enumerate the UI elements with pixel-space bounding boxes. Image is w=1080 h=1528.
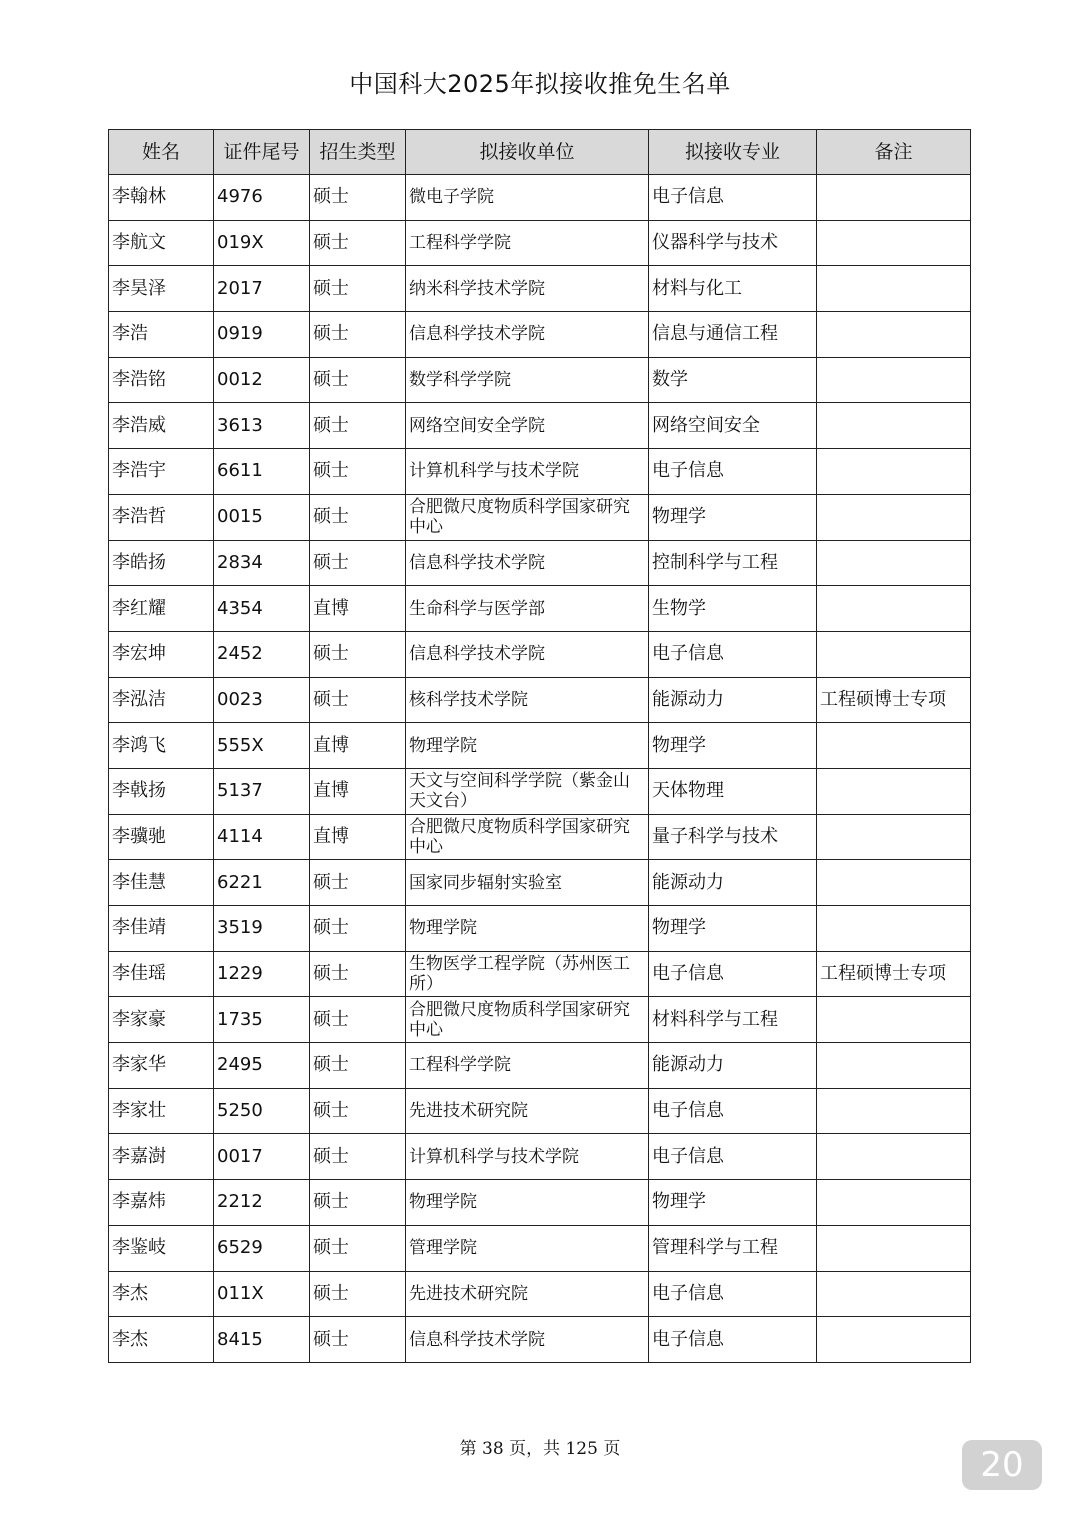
cell-enroll-type: 硕士 bbox=[310, 1088, 406, 1134]
header-unit: 拟接收单位 bbox=[406, 130, 649, 175]
admission-table bbox=[108, 129, 971, 1363]
cell-major: 物理学 bbox=[649, 494, 817, 540]
cell-name: 李骥驰 bbox=[109, 814, 214, 860]
cell-id-suffix: 0919 bbox=[214, 312, 310, 358]
cell-enroll-type: 直博 bbox=[310, 723, 406, 769]
header-name: 姓名 bbox=[109, 130, 214, 175]
header-id-suffix: 证件尾号 bbox=[214, 130, 310, 175]
cell-name: 李鉴岐 bbox=[109, 1225, 214, 1271]
cell-enroll-type: 硕士 bbox=[310, 449, 406, 495]
cell-remark bbox=[817, 814, 971, 860]
cell-major: 生物学 bbox=[649, 586, 817, 632]
cell-id-suffix: 8415 bbox=[214, 1317, 310, 1363]
cell-name: 李鸿飞 bbox=[109, 723, 214, 769]
cell-enroll-type: 硕士 bbox=[310, 266, 406, 312]
table-row bbox=[109, 768, 971, 814]
cell-major: 物理学 bbox=[649, 723, 817, 769]
cell-name: 李航文 bbox=[109, 220, 214, 266]
page-footer: 第 38 页，共 125 页 bbox=[459, 1439, 621, 1459]
cell-unit: 数学科学学院 bbox=[406, 357, 649, 403]
cell-enroll-type: 硕士 bbox=[310, 1225, 406, 1271]
table-row bbox=[109, 175, 971, 221]
cell-name: 李杰 bbox=[109, 1271, 214, 1317]
table-row bbox=[109, 723, 971, 769]
table-row bbox=[109, 357, 971, 403]
cell-id-suffix: 4354 bbox=[214, 586, 310, 632]
cell-major: 电子信息 bbox=[649, 175, 817, 221]
cell-enroll-type: 硕士 bbox=[310, 631, 406, 677]
cell-remark bbox=[817, 768, 971, 814]
cell-remark bbox=[817, 449, 971, 495]
table-row bbox=[109, 677, 971, 723]
table-row bbox=[109, 494, 971, 540]
table-row bbox=[109, 266, 971, 312]
table-row bbox=[109, 951, 971, 997]
cell-id-suffix: 2017 bbox=[214, 266, 310, 312]
cell-remark bbox=[817, 1271, 971, 1317]
table-row bbox=[109, 814, 971, 860]
cell-major: 物理学 bbox=[649, 906, 817, 952]
cell-remark bbox=[817, 586, 971, 632]
cell-id-suffix: 0012 bbox=[214, 357, 310, 403]
table-row bbox=[109, 449, 971, 495]
cell-id-suffix: 1735 bbox=[214, 997, 310, 1043]
document-title: 中国科大2025年拟接收推免生名单 bbox=[349, 70, 731, 98]
table-row bbox=[109, 1225, 971, 1271]
cell-unit: 计算机科学与技术学院 bbox=[406, 1134, 649, 1180]
cell-enroll-type: 硕士 bbox=[310, 1134, 406, 1180]
cell-remark bbox=[817, 175, 971, 221]
cell-enroll-type: 硕士 bbox=[310, 951, 406, 997]
cell-enroll-type: 硕士 bbox=[310, 540, 406, 586]
cell-major: 电子信息 bbox=[649, 951, 817, 997]
cell-id-suffix: 2834 bbox=[214, 540, 310, 586]
header-major: 拟接收专业 bbox=[649, 130, 817, 175]
header-remark: 备注 bbox=[817, 130, 971, 175]
cell-major: 能源动力 bbox=[649, 1043, 817, 1089]
cell-unit: 信息科学技术学院 bbox=[406, 540, 649, 586]
cell-id-suffix: 019X bbox=[214, 220, 310, 266]
cell-name: 李浩铭 bbox=[109, 357, 214, 403]
cell-name: 李嘉炜 bbox=[109, 1180, 214, 1226]
cell-unit: 管理学院 bbox=[406, 1225, 649, 1271]
cell-id-suffix: 5137 bbox=[214, 768, 310, 814]
cell-id-suffix: 4976 bbox=[214, 175, 310, 221]
cell-unit: 天文与空间科学学院（紫金山天文台） bbox=[406, 768, 649, 814]
cell-id-suffix: 3519 bbox=[214, 906, 310, 952]
cell-enroll-type: 硕士 bbox=[310, 997, 406, 1043]
cell-remark bbox=[817, 906, 971, 952]
cell-id-suffix: 1229 bbox=[214, 951, 310, 997]
cell-unit: 工程科学学院 bbox=[406, 220, 649, 266]
cell-id-suffix: 2495 bbox=[214, 1043, 310, 1089]
cell-major: 材料科学与工程 bbox=[649, 997, 817, 1043]
cell-id-suffix: 2452 bbox=[214, 631, 310, 677]
cell-major: 控制科学与工程 bbox=[649, 540, 817, 586]
cell-name: 李家豪 bbox=[109, 997, 214, 1043]
cell-remark bbox=[817, 266, 971, 312]
cell-name: 李佳慧 bbox=[109, 860, 214, 906]
cell-name: 李宏坤 bbox=[109, 631, 214, 677]
cell-major: 电子信息 bbox=[649, 449, 817, 495]
cell-unit: 国家同步辐射实验室 bbox=[406, 860, 649, 906]
table-row bbox=[109, 312, 971, 358]
table-row bbox=[109, 540, 971, 586]
header-enroll-type: 招生类型 bbox=[310, 130, 406, 175]
cell-id-suffix: 4114 bbox=[214, 814, 310, 860]
cell-remark: 工程硕博士专项 bbox=[817, 677, 971, 723]
cell-id-suffix: 2212 bbox=[214, 1180, 310, 1226]
table-row bbox=[109, 1271, 971, 1317]
cell-major: 电子信息 bbox=[649, 1088, 817, 1134]
cell-major: 材料与化工 bbox=[649, 266, 817, 312]
cell-major: 网络空间安全 bbox=[649, 403, 817, 449]
cell-remark bbox=[817, 1088, 971, 1134]
cell-enroll-type: 硕士 bbox=[310, 403, 406, 449]
cell-remark bbox=[817, 357, 971, 403]
cell-unit: 合肥微尺度物质科学国家研究中心 bbox=[406, 997, 649, 1043]
cell-major: 电子信息 bbox=[649, 631, 817, 677]
cell-enroll-type: 直博 bbox=[310, 814, 406, 860]
cell-major: 管理科学与工程 bbox=[649, 1225, 817, 1271]
table-row bbox=[109, 1134, 971, 1180]
cell-remark: 工程硕博士专项 bbox=[817, 951, 971, 997]
cell-unit: 生物医学工程学院（苏州医工所） bbox=[406, 951, 649, 997]
cell-major: 量子科学与技术 bbox=[649, 814, 817, 860]
cell-unit: 核科学技术学院 bbox=[406, 677, 649, 723]
table-row bbox=[109, 906, 971, 952]
cell-enroll-type: 硕士 bbox=[310, 175, 406, 221]
cell-id-suffix: 6611 bbox=[214, 449, 310, 495]
table-row bbox=[109, 220, 971, 266]
cell-id-suffix: 3613 bbox=[214, 403, 310, 449]
cell-unit: 工程科学学院 bbox=[406, 1043, 649, 1089]
cell-enroll-type: 硕士 bbox=[310, 220, 406, 266]
cell-name: 李翰林 bbox=[109, 175, 214, 221]
cell-name: 李昊泽 bbox=[109, 266, 214, 312]
cell-enroll-type: 直博 bbox=[310, 586, 406, 632]
cell-name: 李皓扬 bbox=[109, 540, 214, 586]
table-body bbox=[109, 175, 971, 1363]
cell-name: 李家壮 bbox=[109, 1088, 214, 1134]
cell-enroll-type: 硕士 bbox=[310, 1271, 406, 1317]
cell-remark bbox=[817, 1225, 971, 1271]
cell-enroll-type: 硕士 bbox=[310, 677, 406, 723]
cell-major: 信息与通信工程 bbox=[649, 312, 817, 358]
cell-major: 电子信息 bbox=[649, 1134, 817, 1180]
cell-unit: 合肥微尺度物质科学国家研究中心 bbox=[406, 494, 649, 540]
cell-id-suffix: 5250 bbox=[214, 1088, 310, 1134]
cell-unit: 生命科学与医学部 bbox=[406, 586, 649, 632]
cell-remark bbox=[817, 723, 971, 769]
cell-unit: 物理学院 bbox=[406, 906, 649, 952]
cell-remark bbox=[817, 540, 971, 586]
table-row bbox=[109, 1043, 971, 1089]
cell-remark bbox=[817, 1317, 971, 1363]
page-number-badge: 20 bbox=[962, 1440, 1042, 1490]
cell-enroll-type: 硕士 bbox=[310, 1043, 406, 1089]
cell-unit: 网络空间安全学院 bbox=[406, 403, 649, 449]
table-row bbox=[109, 631, 971, 677]
cell-id-suffix: 011X bbox=[214, 1271, 310, 1317]
cell-name: 李戟扬 bbox=[109, 768, 214, 814]
cell-major: 能源动力 bbox=[649, 860, 817, 906]
table-row bbox=[109, 1088, 971, 1134]
cell-unit: 物理学院 bbox=[406, 1180, 649, 1226]
cell-enroll-type: 硕士 bbox=[310, 312, 406, 358]
cell-major: 能源动力 bbox=[649, 677, 817, 723]
cell-name: 李浩哲 bbox=[109, 494, 214, 540]
cell-enroll-type: 硕士 bbox=[310, 1180, 406, 1226]
cell-remark bbox=[817, 1180, 971, 1226]
cell-id-suffix: 0015 bbox=[214, 494, 310, 540]
cell-name: 李浩 bbox=[109, 312, 214, 358]
cell-unit: 信息科学技术学院 bbox=[406, 312, 649, 358]
cell-major: 电子信息 bbox=[649, 1317, 817, 1363]
table-row bbox=[109, 1317, 971, 1363]
cell-remark bbox=[817, 312, 971, 358]
cell-name: 李佳靖 bbox=[109, 906, 214, 952]
cell-major: 天体物理 bbox=[649, 768, 817, 814]
cell-name: 李红耀 bbox=[109, 586, 214, 632]
cell-name: 李家华 bbox=[109, 1043, 214, 1089]
cell-unit: 合肥微尺度物质科学国家研究中心 bbox=[406, 814, 649, 860]
cell-unit: 计算机科学与技术学院 bbox=[406, 449, 649, 495]
cell-major: 仪器科学与技术 bbox=[649, 220, 817, 266]
cell-enroll-type: 硕士 bbox=[310, 1317, 406, 1363]
cell-id-suffix: 0017 bbox=[214, 1134, 310, 1180]
table-row bbox=[109, 860, 971, 906]
cell-id-suffix: 0023 bbox=[214, 677, 310, 723]
table-row bbox=[109, 997, 971, 1043]
cell-name: 李浩威 bbox=[109, 403, 214, 449]
cell-enroll-type: 硕士 bbox=[310, 860, 406, 906]
cell-major: 数学 bbox=[649, 357, 817, 403]
cell-name: 李浩宇 bbox=[109, 449, 214, 495]
cell-name: 李杰 bbox=[109, 1317, 214, 1363]
cell-unit: 信息科学技术学院 bbox=[406, 1317, 649, 1363]
table-header-row bbox=[109, 130, 971, 175]
cell-unit: 纳米科学技术学院 bbox=[406, 266, 649, 312]
cell-unit: 信息科学技术学院 bbox=[406, 631, 649, 677]
cell-remark bbox=[817, 860, 971, 906]
cell-major: 物理学 bbox=[649, 1180, 817, 1226]
cell-remark bbox=[817, 494, 971, 540]
cell-remark bbox=[817, 220, 971, 266]
cell-enroll-type: 硕士 bbox=[310, 357, 406, 403]
cell-unit: 先进技术研究院 bbox=[406, 1088, 649, 1134]
cell-id-suffix: 555X bbox=[214, 723, 310, 769]
cell-remark bbox=[817, 997, 971, 1043]
cell-name: 李嘉澍 bbox=[109, 1134, 214, 1180]
cell-unit: 微电子学院 bbox=[406, 175, 649, 221]
cell-name: 李泓洁 bbox=[109, 677, 214, 723]
cell-enroll-type: 直博 bbox=[310, 768, 406, 814]
cell-id-suffix: 6529 bbox=[214, 1225, 310, 1271]
cell-major: 电子信息 bbox=[649, 1271, 817, 1317]
cell-remark bbox=[817, 1134, 971, 1180]
cell-remark bbox=[817, 631, 971, 677]
table-row bbox=[109, 403, 971, 449]
cell-name: 李佳瑶 bbox=[109, 951, 214, 997]
cell-id-suffix: 6221 bbox=[214, 860, 310, 906]
table-row bbox=[109, 586, 971, 632]
cell-unit: 物理学院 bbox=[406, 723, 649, 769]
cell-enroll-type: 硕士 bbox=[310, 906, 406, 952]
table-row bbox=[109, 1180, 971, 1226]
cell-remark bbox=[817, 1043, 971, 1089]
cell-enroll-type: 硕士 bbox=[310, 494, 406, 540]
cell-remark bbox=[817, 403, 971, 449]
cell-unit: 先进技术研究院 bbox=[406, 1271, 649, 1317]
